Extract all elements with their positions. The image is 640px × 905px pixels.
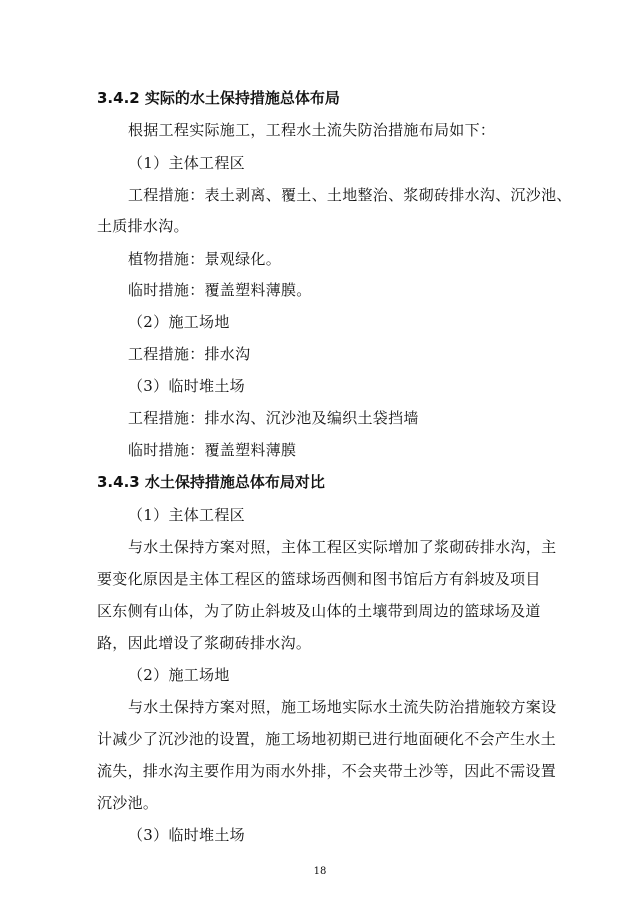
intro-paragraph: 根据工程实际施工，工程水土流失防治措施布局如下：: [128, 121, 496, 139]
zone2-engineering-measures: 工程措施：排水沟: [128, 345, 251, 363]
compare-zone2-paragraph-line: 与水土保持方案对照，施工场地实际水土流失防治措施较方案设: [128, 698, 557, 716]
compare-zone1-paragraph-line: 与水土保持方案对照，主体工程区实际增加了浆砌砖排水沟，主: [128, 538, 557, 556]
compare-zone-title-construction-site: （2）施工场地: [128, 666, 230, 684]
section-heading-3-4-2: 3.4.2 实际的水土保持措施总体布局: [97, 89, 340, 107]
compare-zone2-paragraph-line: 计减少了沉沙池的设置，施工场地初期已进行地面硬化不会产生水土: [97, 730, 557, 748]
compare-zone2-paragraph-line: 沉沙池。: [97, 794, 159, 812]
zone-title-temporary-spoil: （3）临时堆土场: [128, 377, 245, 395]
compare-zone-title-main-works: （1）主体工程区: [128, 506, 245, 524]
section-heading-3-4-3: 3.4.3 水土保持措施总体布局对比: [97, 473, 325, 491]
compare-zone1-paragraph-line: 区东侧有山体，为了防止斜坡及山体的土壤带到周边的篮球场及道: [97, 602, 541, 620]
compare-zone2-paragraph-line: 流失，排水沟主要作用为雨水外排，不会夹带土沙等，因此不需设置: [97, 762, 557, 780]
zone3-engineering-measures: 工程措施：排水沟、沉沙池及编织土袋挡墙: [128, 409, 419, 427]
compare-zone-title-temporary-spoil: （3）临时堆土场: [128, 826, 245, 844]
compare-zone1-paragraph-line: 路，因此增设了浆砌砖排水沟。: [97, 634, 312, 652]
zone1-temporary-measures: 临时措施：覆盖塑料薄膜。: [128, 281, 312, 299]
page-number: 18: [313, 866, 327, 877]
zone-title-main-works: （1）主体工程区: [128, 154, 245, 172]
zone1-plant-measures: 植物措施：景观绿化。: [128, 250, 282, 268]
zone3-temporary-measures: 临时措施：覆盖塑料薄膜: [128, 441, 297, 459]
zone-title-construction-site: （2）施工场地: [128, 313, 230, 331]
zone1-engineering-measures-cont: 土质排水沟。: [97, 217, 189, 235]
zone1-engineering-measures: 工程措施：表土剥离、覆土、土地整治、浆砌砖排水沟、沉沙池、: [128, 186, 572, 204]
compare-zone1-paragraph-line: 要变化原因是主体工程区的篮球场西侧和图书馆后方有斜坡及项目: [97, 570, 541, 588]
